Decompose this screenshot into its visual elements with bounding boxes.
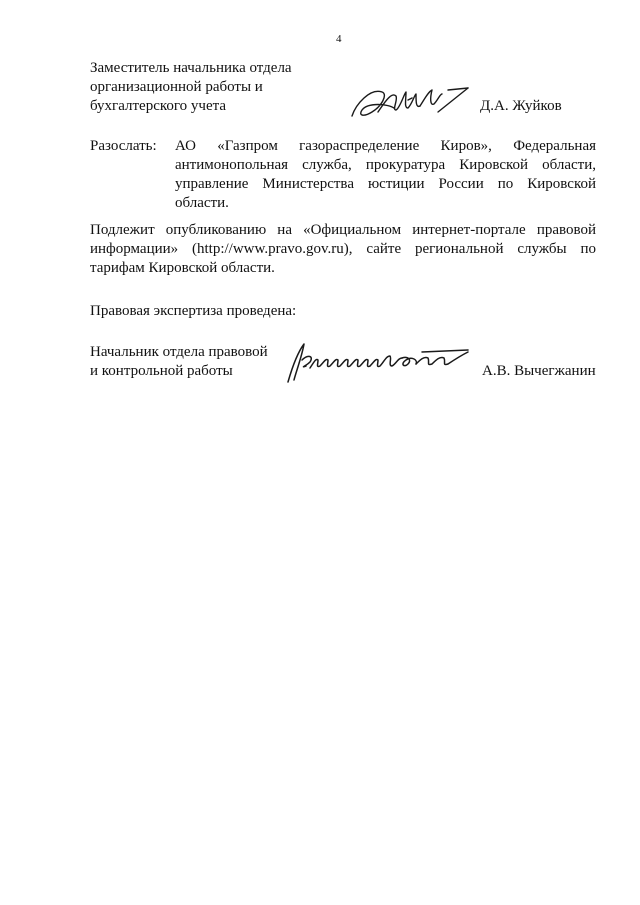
signatory-1-title-line: Заместитель начальника отдела xyxy=(90,60,292,76)
signatory-1-title-line: организационной работы и xyxy=(90,79,263,95)
signature-2-image xyxy=(282,338,472,386)
distribution-label: Разослать: xyxy=(90,138,157,154)
signatory-2-title xyxy=(90,343,290,381)
page-number: 4 xyxy=(336,33,342,45)
legal-expertise-note: Правовая экспертиза проведена: xyxy=(90,303,297,319)
signatory-2-title-line: и контрольной работы xyxy=(90,363,233,379)
publication-notice: Подлежит опубликованию на «Официальном интернет-портале правовой информации» (http://www.pravo.gov.ru), сайте региональной службы по тарифам Кировской области. xyxy=(90,222,596,276)
signatory-2-name: А.В. Вычегжанин xyxy=(482,363,596,379)
distribution-text: АО «Газпром газораспределение Киров», Федеральная антимонопольная служба, прокуратура Кировской области, управление Министерства юстиции России по Кировской области. xyxy=(175,138,596,211)
signatory-1-title xyxy=(90,59,320,116)
signature-1-image xyxy=(348,82,470,126)
signatory-1-title-line: бухгалтерского учета xyxy=(90,98,227,114)
signatory-2-title-line: Начальник отдела правовой xyxy=(90,344,268,360)
signatory-1-name: Д.А. Жуйков xyxy=(480,98,562,114)
